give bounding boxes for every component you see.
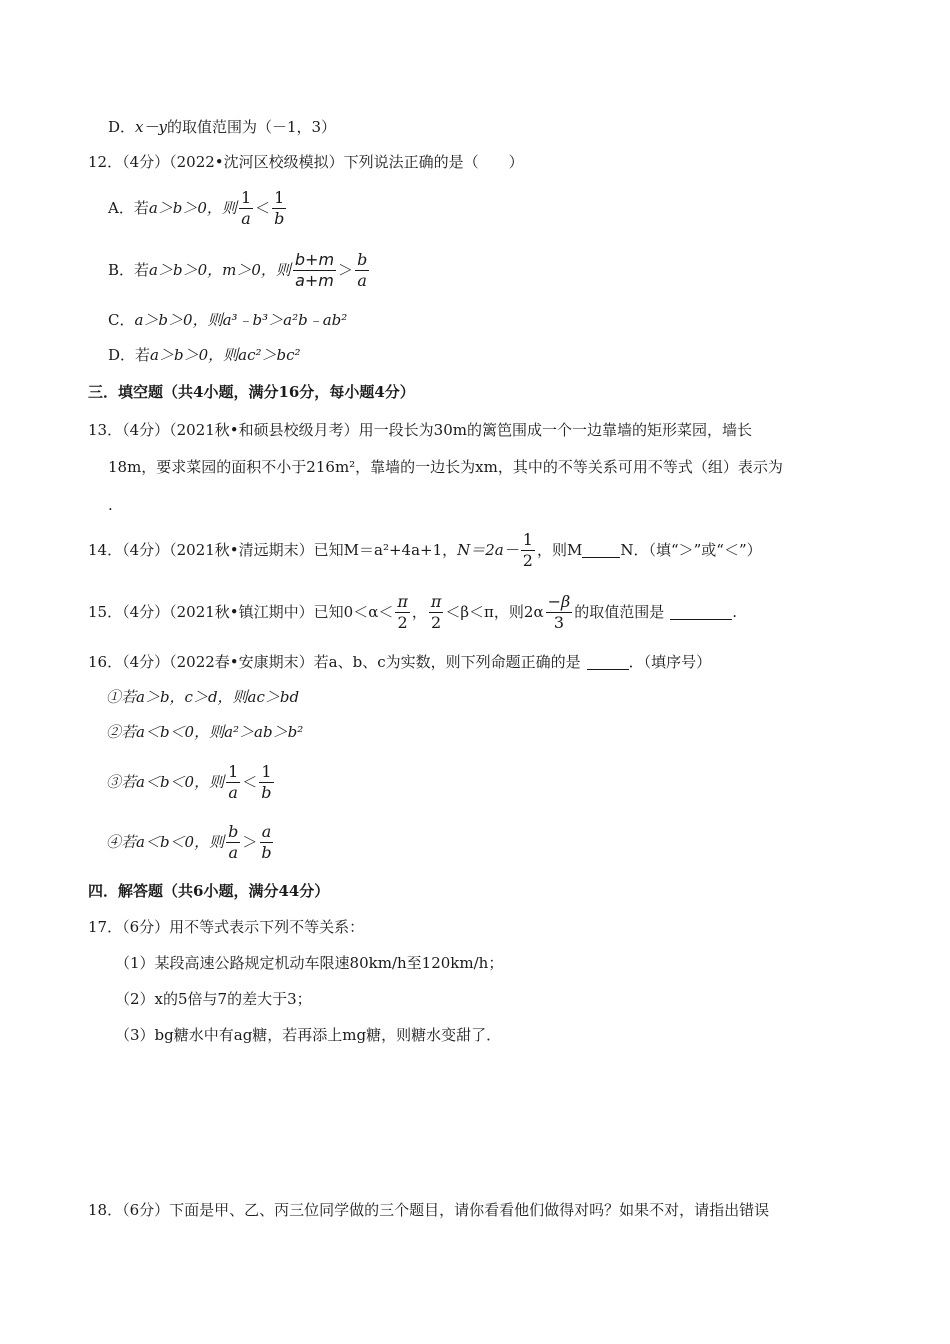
q17-stem-text: 17．（6分）用不等式表示下列不等关系： xyxy=(88,918,365,936)
q16-item-4-rhs-den: b xyxy=(261,842,272,862)
q16-item-3-rhs-den: b xyxy=(261,782,272,802)
q14-n-expr: N＝2a－ xyxy=(457,541,519,559)
q14-answer-blank[interactable] xyxy=(582,543,620,558)
q15 xyxy=(0,588,950,636)
q11-option-d-prefix: D． xyxy=(108,118,136,136)
q16-item-4-lhs-den: a xyxy=(228,842,238,862)
q16-item-1-text: ①若a＞b，c＞d，则ac＞bd xyxy=(106,688,300,706)
q12-option-a-rhs-den: b xyxy=(274,208,285,228)
q15-prefix: 15．（4分）（2021秋•镇江期中）已知0＜α＜ xyxy=(88,603,394,621)
q12-option-b xyxy=(0,246,950,294)
q17-sub-1 xyxy=(0,952,950,974)
q12-option-b-rhs-den: a xyxy=(357,270,367,290)
q18-stem xyxy=(0,1199,950,1221)
q11-option-d xyxy=(0,116,950,138)
q12-option-d-prefix: D．若 xyxy=(108,346,151,364)
q11-option-d-text: 的取值范围为（－1，3） xyxy=(166,118,337,136)
q16-answer-blank[interactable] xyxy=(587,655,629,670)
q13-line-1 xyxy=(0,419,950,441)
q12-option-b-lhs-num: b+m xyxy=(294,249,335,269)
q15-f2-den: 2 xyxy=(431,612,442,632)
q15-sep: ， xyxy=(411,603,427,621)
q16-item-2-text: ②若a＜b＜0，则a²＞ab＞b² xyxy=(106,723,304,741)
q16-item-3-rhs-fraction xyxy=(259,761,273,802)
q12-option-a xyxy=(0,184,950,232)
q15-f1-den: 2 xyxy=(397,612,408,632)
q17-stem xyxy=(0,916,950,938)
q12-option-b-lhs-fraction xyxy=(293,249,336,290)
q16-item-3 xyxy=(0,758,950,806)
q16-item-4-op: ＞ xyxy=(242,833,258,851)
section-4-title-text: 四．解答题（共6小题，满分44分） xyxy=(88,882,330,900)
q12-option-a-op: ＜ xyxy=(255,199,271,217)
q16-item-3-rhs-num: 1 xyxy=(261,761,272,781)
q13-line-1-text: 13．（4分）（2021秋•和硕县校级月考）用一段长为30m的篱笆围成一个一边靠墙的矩形菜园，墙长 xyxy=(88,421,752,439)
q17-sub-3 xyxy=(0,1024,950,1046)
q16-item-3-prefix: ③若a＜b＜0，则 xyxy=(106,773,225,791)
q13-line-2 xyxy=(0,456,950,478)
q17-sub-3-text: （3）bg糖水中有ag糖，若再添上mg糖，则糖水变甜了． xyxy=(115,1026,502,1044)
q13-line-3-text: . xyxy=(108,496,113,514)
q12-option-b-rhs-num: b xyxy=(357,249,368,269)
q12-option-c-prefix: C． xyxy=(108,311,135,329)
q16-item-3-lhs-fraction xyxy=(226,761,240,802)
q17-sub-2 xyxy=(0,988,950,1010)
q12-option-a-lhs-den: a xyxy=(241,208,251,228)
q16-stem-tail: ．（填序号） xyxy=(628,653,712,671)
section-3-title-text: 三．填空题（共4小题，满分16分，每小题4分） xyxy=(88,383,415,401)
q12-option-b-lhs-den: a+m xyxy=(295,270,334,290)
q14-tail: N．（填“＞”或“＜”） xyxy=(620,541,762,559)
q12-stem xyxy=(0,151,950,173)
q15-f3-num: −β xyxy=(547,591,571,611)
q12-option-a-lhs-num: 1 xyxy=(240,187,252,207)
q16-stem-text: 16．（4分）（2022春•安康期末）若a、b、c为实数，则下列命题正确的是 xyxy=(88,653,581,671)
q12-option-d xyxy=(0,344,950,366)
q18-stem-text: 18．（6分）下面是甲、乙、丙三位同学做的三个题目，请你看看他们做得对吗？如果不对，请指出错误 xyxy=(88,1201,770,1219)
q12-stem-text: 12．（4分）（2022•沈河区校级模拟）下列说法正确的是（ ） xyxy=(88,153,524,171)
q16-item-4 xyxy=(0,818,950,866)
q12-option-a-lhs-fraction xyxy=(239,187,253,228)
q17-sub-2-text: （2）x的5倍与7的差大于3； xyxy=(115,990,312,1008)
q15-answer-blank[interactable] xyxy=(670,605,732,620)
q12-option-b-cond: a＞b＞0，m＞0，则 xyxy=(149,261,291,279)
q15-tail: 的取值范围是 xyxy=(574,603,665,621)
q12-option-a-rhs-num: 1 xyxy=(274,187,285,207)
q16-item-4-prefix: ④若a＜b＜0，则 xyxy=(106,833,225,851)
q15-f3-den: 3 xyxy=(553,612,565,632)
q16-item-3-lhs-num: 1 xyxy=(228,761,239,781)
q11-option-d-expr: x－y xyxy=(135,118,167,136)
q16-item-3-op: ＜ xyxy=(242,773,258,791)
q13-line-2-text: 18m，要求菜园的面积不小于216m²，靠墙的一边长为xm，其中的不等关系可用不等式（组）表示为 xyxy=(108,458,783,476)
q12-option-c xyxy=(0,309,950,331)
q15-end: . xyxy=(732,603,738,621)
q14 xyxy=(0,526,950,574)
q16-item-4-lhs-fraction xyxy=(226,821,240,862)
q12-option-d-text: a＞b＞0，则ac²＞bc² xyxy=(150,346,301,364)
q17-sub-1-text: （1）某段高速公路规定机动车限速80km/h至120km/h； xyxy=(115,954,504,972)
q12-option-a-prefix: A．若 xyxy=(108,199,149,217)
q16-item-4-rhs-num: a xyxy=(261,821,272,841)
section-3-title xyxy=(0,381,950,403)
q16-item-2 xyxy=(0,721,950,743)
q12-option-b-rhs-fraction xyxy=(355,249,369,290)
q12-option-c-text: a＞b＞0，则a³﹣b³＞a²b﹣ab² xyxy=(134,311,348,329)
section-4-title xyxy=(0,880,950,902)
q13-line-3 xyxy=(0,494,950,516)
q15-mid: ＜β＜π，则2α xyxy=(445,603,544,621)
q12-option-b-prefix: B．若 xyxy=(108,261,150,279)
q15-fraction-2 xyxy=(429,591,444,632)
q16-item-4-lhs-num: b xyxy=(228,821,239,841)
q16-item-4-rhs-fraction xyxy=(259,821,273,862)
q16-stem xyxy=(0,651,950,673)
q14-fraction xyxy=(521,529,535,570)
q15-fraction-3 xyxy=(546,591,573,632)
q12-option-a-cond: a＞b＞0，则 xyxy=(148,199,237,217)
q15-fraction-1 xyxy=(395,591,410,632)
q14-frac-den: 2 xyxy=(522,550,533,570)
q16-item-1 xyxy=(0,686,950,708)
q14-prefix: 14．（4分）（2021秋•清远期末）已知M＝a²+4a+1， xyxy=(88,541,458,559)
q14-frac-num: 1 xyxy=(522,529,533,549)
q12-option-a-rhs-fraction xyxy=(272,187,286,228)
q12-option-b-op: ＞ xyxy=(338,261,354,279)
q15-f2-num: π xyxy=(430,591,442,611)
q14-mid: ，则M xyxy=(536,541,583,559)
q15-f1-num: π xyxy=(397,591,408,611)
q16-item-3-lhs-den: a xyxy=(228,782,238,802)
